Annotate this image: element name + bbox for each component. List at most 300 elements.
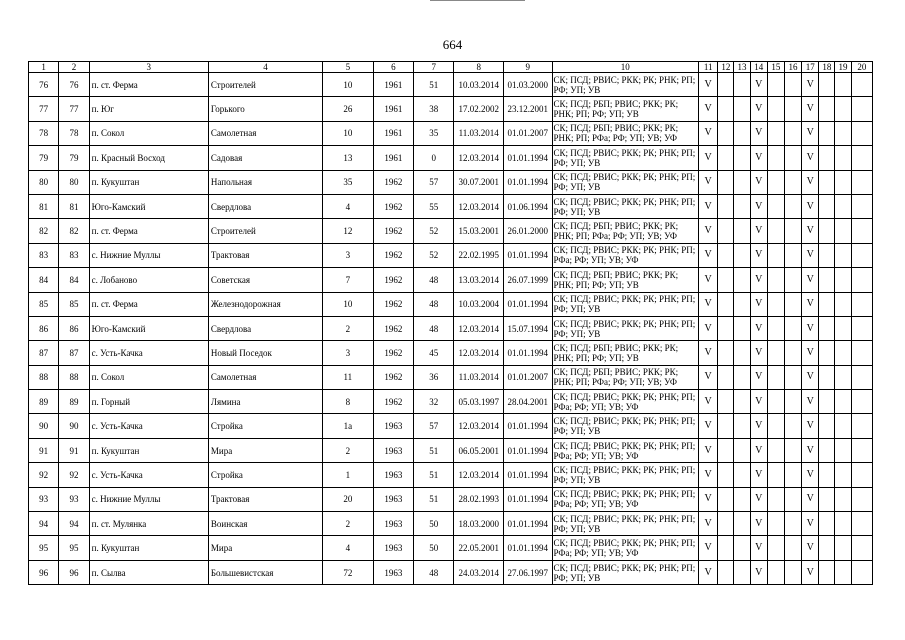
cell-c15: [767, 512, 784, 536]
cell-c19: [835, 121, 851, 145]
cell-d2: 01.01.1994: [503, 512, 552, 536]
cell-codes: СК; ПСД; РВИС; РКК; РК; РНК; РП; РФ; УП; УВ: [552, 194, 699, 218]
cell-codes: СК; ПСД; РБП; РВИС; РКК; РК; РНК; РП; РФа; РФ; УП; УВ; УФ: [552, 365, 699, 389]
cell-c11: V: [699, 268, 718, 292]
cell-c15: [767, 365, 784, 389]
column-header: 7: [414, 62, 454, 73]
cell-year: 1962: [373, 268, 413, 292]
cell-n2: 87: [59, 341, 89, 365]
cell-c19: [835, 414, 851, 438]
cell-c12: [718, 438, 734, 462]
cell-c13: [734, 268, 750, 292]
cell-c18: [819, 463, 835, 487]
cell-wear: 57: [414, 170, 454, 194]
cell-d1: 12.03.2014: [454, 341, 504, 365]
cell-c17: V: [802, 170, 819, 194]
cell-c18: [819, 512, 835, 536]
cell-c13: [734, 316, 750, 340]
cell-year: 1963: [373, 536, 413, 560]
table-row: [29, 170, 873, 194]
cell-c13: [734, 536, 750, 560]
cell-c11: V: [699, 121, 718, 145]
cell-c14: V: [750, 170, 767, 194]
cell-year: 1962: [373, 365, 413, 389]
cell-d1: 24.03.2014: [454, 560, 504, 584]
cell-n1: 93: [29, 487, 59, 511]
cell-wear: 51: [414, 487, 454, 511]
cell-house: 4: [323, 194, 374, 218]
cell-street: Мира: [208, 536, 322, 560]
cell-c16: [784, 438, 801, 462]
cell-d2: 01.01.1994: [503, 170, 552, 194]
cell-n2: 92: [59, 463, 89, 487]
cell-place: с. Нижние Муллы: [89, 243, 208, 267]
cell-c20: [851, 146, 872, 170]
cell-c18: [819, 414, 835, 438]
cell-c16: [784, 341, 801, 365]
cell-c19: [835, 316, 851, 340]
column-header: 18: [819, 62, 835, 73]
cell-c18: [819, 390, 835, 414]
cell-c14: V: [750, 438, 767, 462]
cell-c16: [784, 536, 801, 560]
column-header: 12: [718, 62, 734, 73]
cell-year: 1962: [373, 243, 413, 267]
column-header: 17: [802, 62, 819, 73]
cell-d1: 10.03.2014: [454, 73, 504, 97]
cell-street: Самолетная: [208, 365, 322, 389]
cell-place: п. Сылва: [89, 560, 208, 584]
table-row: [29, 414, 873, 438]
cell-c17: V: [802, 390, 819, 414]
cell-c14: V: [750, 341, 767, 365]
cell-c13: [734, 194, 750, 218]
table-row: [29, 243, 873, 267]
cell-street: Свердлова: [208, 194, 322, 218]
cell-codes: СК; ПСД; РВИС; РКК; РК; РНК; РП; РФ; УП; УВ: [552, 73, 699, 97]
cell-c19: [835, 487, 851, 511]
cell-c12: [718, 560, 734, 584]
cell-street: Горького: [208, 97, 322, 121]
table-row: [29, 560, 873, 584]
column-header: 4: [208, 62, 322, 73]
cell-d2: 28.04.2001: [503, 390, 552, 414]
cell-c12: [718, 268, 734, 292]
cell-codes: СК; ПСД; РВИС; РКК; РК; РНК; РП; РФа; РФ; УП; УВ; УФ: [552, 243, 699, 267]
cell-street: Трактовая: [208, 487, 322, 511]
cell-d2: 01.01.1994: [503, 414, 552, 438]
cell-c12: [718, 121, 734, 145]
cell-year: 1963: [373, 487, 413, 511]
cell-c11: V: [699, 463, 718, 487]
cell-c14: V: [750, 219, 767, 243]
cell-codes: СК; ПСД; РВИС; РКК; РК; РНК; РП; РФ; УП; УВ: [552, 316, 699, 340]
cell-wear: 51: [414, 73, 454, 97]
table-row: [29, 512, 873, 536]
cell-year: 1963: [373, 438, 413, 462]
cell-wear: 50: [414, 536, 454, 560]
cell-place: п. Кукуштан: [89, 438, 208, 462]
cell-d1: 12.03.2014: [454, 463, 504, 487]
cell-codes: СК; ПСД; РБП; РВИС; РКК; РК; РНК; РП; РФ; УП; УВ: [552, 268, 699, 292]
cell-house: 4: [323, 536, 374, 560]
cell-n1: 77: [29, 97, 59, 121]
cell-d2: 01.01.1994: [503, 292, 552, 316]
cell-c12: [718, 243, 734, 267]
cell-c14: V: [750, 560, 767, 584]
cell-c19: [835, 365, 851, 389]
cell-c15: [767, 268, 784, 292]
cell-street: Самолетная: [208, 121, 322, 145]
column-header: 19: [835, 62, 851, 73]
cell-d2: 27.06.1997: [503, 560, 552, 584]
cell-c19: [835, 97, 851, 121]
cell-n2: 88: [59, 365, 89, 389]
cell-house: 10: [323, 73, 374, 97]
cell-c13: [734, 365, 750, 389]
cell-c14: V: [750, 365, 767, 389]
cell-n2: 81: [59, 194, 89, 218]
cell-c17: V: [802, 97, 819, 121]
cell-place: п. Горный: [89, 390, 208, 414]
cell-c17: V: [802, 219, 819, 243]
cell-c15: [767, 341, 784, 365]
cell-c20: [851, 121, 872, 145]
cell-c12: [718, 170, 734, 194]
cell-d1: 12.03.2014: [454, 194, 504, 218]
cell-wear: 45: [414, 341, 454, 365]
column-header: 11: [699, 62, 718, 73]
cell-c19: [835, 194, 851, 218]
cell-n1: 96: [29, 560, 59, 584]
cell-c18: [819, 560, 835, 584]
cell-c14: V: [750, 121, 767, 145]
cell-n1: 91: [29, 438, 59, 462]
cell-n2: 93: [59, 487, 89, 511]
table-row: [29, 121, 873, 145]
table-row: [29, 146, 873, 170]
header-row: [29, 62, 873, 73]
cell-c20: [851, 365, 872, 389]
cell-place: п. ст. Мулянка: [89, 512, 208, 536]
cell-c17: V: [802, 292, 819, 316]
cell-c20: [851, 73, 872, 97]
table-row: [29, 341, 873, 365]
cell-year: 1962: [373, 316, 413, 340]
cell-d1: 12.03.2014: [454, 316, 504, 340]
cell-c18: [819, 438, 835, 462]
cell-c16: [784, 463, 801, 487]
cell-c18: [819, 292, 835, 316]
cell-d2: 01.01.1994: [503, 463, 552, 487]
cell-c15: [767, 487, 784, 511]
cell-n1: 94: [29, 512, 59, 536]
cell-c12: [718, 219, 734, 243]
cell-d1: 11.03.2014: [454, 121, 504, 145]
cell-c11: V: [699, 390, 718, 414]
cell-street: Лямина: [208, 390, 322, 414]
cell-place: п. Красный Восход: [89, 146, 208, 170]
cell-c16: [784, 243, 801, 267]
cell-c16: [784, 512, 801, 536]
cell-wear: 52: [414, 219, 454, 243]
cell-c19: [835, 146, 851, 170]
cell-c19: [835, 438, 851, 462]
cell-c18: [819, 268, 835, 292]
cell-c13: [734, 243, 750, 267]
cell-c17: V: [802, 487, 819, 511]
cell-n2: 77: [59, 97, 89, 121]
cell-c15: [767, 170, 784, 194]
cell-c16: [784, 292, 801, 316]
cell-c13: [734, 341, 750, 365]
cell-year: 1963: [373, 463, 413, 487]
cell-c16: [784, 121, 801, 145]
cell-place: с. Усть-Качка: [89, 414, 208, 438]
cell-wear: 51: [414, 438, 454, 462]
cell-d2: 26.07.1999: [503, 268, 552, 292]
cell-street: Стройка: [208, 463, 322, 487]
cell-c16: [784, 414, 801, 438]
cell-c11: V: [699, 341, 718, 365]
cell-d2: 01.01.1994: [503, 243, 552, 267]
cell-c13: [734, 390, 750, 414]
cell-c17: V: [802, 536, 819, 560]
cell-c19: [835, 341, 851, 365]
cell-d2: 15.07.1994: [503, 316, 552, 340]
cell-n2: 95: [59, 536, 89, 560]
cell-d2: 01.01.1994: [503, 438, 552, 462]
cell-n1: 86: [29, 316, 59, 340]
cell-house: 11: [323, 365, 374, 389]
cell-c11: V: [699, 146, 718, 170]
cell-codes: СК; ПСД; РВИС; РКК; РК; РНК; РП; РФ; УП; УВ: [552, 463, 699, 487]
cell-c18: [819, 219, 835, 243]
cell-n1: 79: [29, 146, 59, 170]
column-header: 14: [750, 62, 767, 73]
table-row: [29, 194, 873, 218]
cell-wear: 38: [414, 97, 454, 121]
table-row: [29, 365, 873, 389]
cell-codes: СК; ПСД; РВИС; РКК; РК; РНК; РП; РФ; УП; УВ: [552, 146, 699, 170]
cell-c17: V: [802, 512, 819, 536]
cell-house: 35: [323, 170, 374, 194]
cell-c20: [851, 438, 872, 462]
cell-c11: V: [699, 414, 718, 438]
cell-c18: [819, 341, 835, 365]
table-row: [29, 73, 873, 97]
cell-c11: V: [699, 194, 718, 218]
housing-table: [28, 61, 873, 585]
cell-c20: [851, 268, 872, 292]
cell-street: Большевистская: [208, 560, 322, 584]
column-header: 3: [89, 62, 208, 73]
cell-c16: [784, 487, 801, 511]
cell-year: 1962: [373, 390, 413, 414]
page-number: 664: [442, 37, 463, 52]
cell-c15: [767, 560, 784, 584]
cell-house: 10: [323, 121, 374, 145]
cell-c15: [767, 219, 784, 243]
table-row: [29, 438, 873, 462]
cell-year: 1961: [373, 121, 413, 145]
cell-house: 2: [323, 316, 374, 340]
cell-place: с. Усть-Качка: [89, 463, 208, 487]
cell-place: п. Сокол: [89, 121, 208, 145]
column-header: 2: [59, 62, 89, 73]
cell-d2: 01.06.1994: [503, 194, 552, 218]
cell-c13: [734, 292, 750, 316]
cell-n1: 95: [29, 536, 59, 560]
cell-d1: 15.03.2001: [454, 219, 504, 243]
cell-n1: 83: [29, 243, 59, 267]
cell-c13: [734, 97, 750, 121]
cell-c11: V: [699, 219, 718, 243]
cell-house: 26: [323, 97, 374, 121]
cell-year: 1962: [373, 170, 413, 194]
cell-d1: 18.03.2000: [454, 512, 504, 536]
cell-c15: [767, 438, 784, 462]
cell-street: Новый Поседок: [208, 341, 322, 365]
cell-n1: 88: [29, 365, 59, 389]
table-row: [29, 219, 873, 243]
cell-c12: [718, 73, 734, 97]
cell-codes: СК; ПСД; РБП; РВИС; РКК; РК; РНК; РП; РФ; УП; УВ: [552, 341, 699, 365]
cell-c14: V: [750, 73, 767, 97]
cell-house: 13: [323, 146, 374, 170]
cell-d1: 28.02.1993: [454, 487, 504, 511]
cell-c14: V: [750, 292, 767, 316]
cell-c17: V: [802, 268, 819, 292]
cell-c18: [819, 243, 835, 267]
cell-c18: [819, 146, 835, 170]
cell-c14: V: [750, 463, 767, 487]
cell-year: 1961: [373, 146, 413, 170]
cell-n1: 81: [29, 194, 59, 218]
cell-c20: [851, 219, 872, 243]
cell-c19: [835, 243, 851, 267]
cell-c12: [718, 194, 734, 218]
cell-d2: 01.03.2000: [503, 73, 552, 97]
cell-n1: 82: [29, 219, 59, 243]
cell-wear: 57: [414, 414, 454, 438]
cell-c15: [767, 194, 784, 218]
cell-c17: V: [802, 341, 819, 365]
cell-c19: [835, 268, 851, 292]
cell-c17: V: [802, 121, 819, 145]
cell-n2: 79: [59, 146, 89, 170]
cell-wear: 36: [414, 365, 454, 389]
cell-house: 20: [323, 487, 374, 511]
cell-street: Железнодорожная: [208, 292, 322, 316]
cell-c12: [718, 292, 734, 316]
cell-wear: 48: [414, 268, 454, 292]
cell-c15: [767, 97, 784, 121]
cell-n1: 92: [29, 463, 59, 487]
cell-c19: [835, 463, 851, 487]
cell-d2: 01.01.2007: [503, 121, 552, 145]
table-row: [29, 97, 873, 121]
cell-c16: [784, 365, 801, 389]
cell-codes: СК; ПСД; РВИС; РКК; РК; РНК; РП; РФ; УП; УВ: [552, 512, 699, 536]
cell-c20: [851, 463, 872, 487]
cell-house: 7: [323, 268, 374, 292]
cell-c16: [784, 219, 801, 243]
cell-c17: V: [802, 365, 819, 389]
cell-street: Мира: [208, 438, 322, 462]
cell-house: 72: [323, 560, 374, 584]
column-header: 6: [373, 62, 413, 73]
cell-c18: [819, 73, 835, 97]
cell-c14: V: [750, 316, 767, 340]
cell-d1: 22.05.2001: [454, 536, 504, 560]
cell-d2: 01.01.1994: [503, 536, 552, 560]
cell-c12: [718, 414, 734, 438]
cell-c15: [767, 463, 784, 487]
cell-year: 1963: [373, 560, 413, 584]
top-edge-line: [430, 0, 525, 3]
cell-c12: [718, 316, 734, 340]
cell-place: п. ст. Ферма: [89, 73, 208, 97]
cell-c19: [835, 560, 851, 584]
cell-c20: [851, 97, 872, 121]
cell-c20: [851, 512, 872, 536]
cell-place: п. ст. Ферма: [89, 292, 208, 316]
cell-c11: V: [699, 97, 718, 121]
cell-c20: [851, 194, 872, 218]
cell-house: 8: [323, 390, 374, 414]
cell-wear: 48: [414, 316, 454, 340]
table-row: [29, 536, 873, 560]
table-row: [29, 487, 873, 511]
cell-n2: 80: [59, 170, 89, 194]
cell-street: Стройка: [208, 414, 322, 438]
cell-c16: [784, 390, 801, 414]
cell-codes: СК; ПСД; РВИС; РКК; РК; РНК; РП; РФа; РФ; УП; УВ; УФ: [552, 536, 699, 560]
cell-c12: [718, 463, 734, 487]
cell-c15: [767, 316, 784, 340]
cell-n2: 94: [59, 512, 89, 536]
cell-c19: [835, 219, 851, 243]
cell-c20: [851, 487, 872, 511]
cell-n2: 86: [59, 316, 89, 340]
cell-year: 1963: [373, 512, 413, 536]
table-row: [29, 268, 873, 292]
cell-c17: V: [802, 463, 819, 487]
cell-c13: [734, 146, 750, 170]
cell-n2: 83: [59, 243, 89, 267]
cell-c13: [734, 438, 750, 462]
cell-c11: V: [699, 487, 718, 511]
cell-wear: 52: [414, 243, 454, 267]
cell-street: Садовая: [208, 146, 322, 170]
cell-c13: [734, 512, 750, 536]
cell-c20: [851, 243, 872, 267]
cell-codes: СК; ПСД; РВИС; РКК; РК; РНК; РП; РФ; УП; УВ: [552, 414, 699, 438]
cell-c12: [718, 365, 734, 389]
column-header: 9: [503, 62, 552, 73]
cell-c12: [718, 341, 734, 365]
cell-house: 3: [323, 243, 374, 267]
table-body: [29, 73, 873, 585]
cell-codes: СК; ПСД; РВИС; РКК; РК; РНК; РП; РФ; УП; УВ: [552, 560, 699, 584]
cell-d1: 17.02.2002: [454, 97, 504, 121]
cell-wear: 48: [414, 292, 454, 316]
cell-place: Юго-Камский: [89, 194, 208, 218]
cell-street: Строителей: [208, 219, 322, 243]
cell-n1: 87: [29, 341, 59, 365]
cell-n2: 76: [59, 73, 89, 97]
